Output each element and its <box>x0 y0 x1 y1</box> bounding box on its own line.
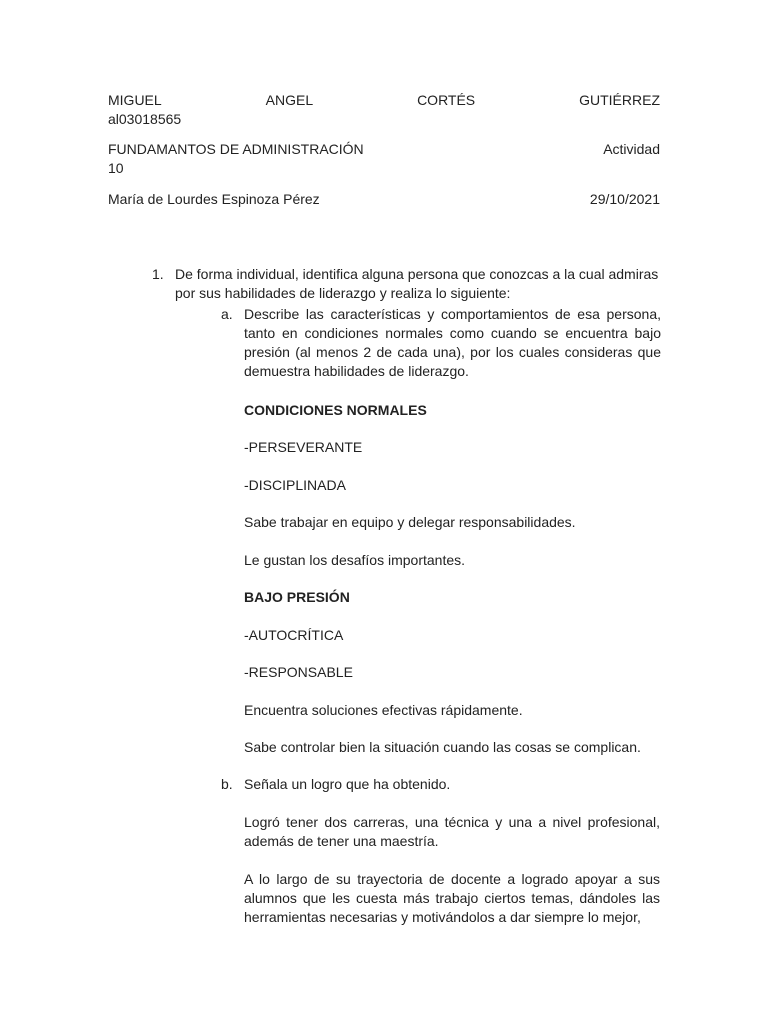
item-b-answer: Logró tener dos carreras, una técnica y una a nivel profesional, además de tener una maestría. <box>244 814 660 849</box>
student-header <box>108 91 660 129</box>
name-word: GUTIÉRREZ <box>579 92 660 108</box>
pressure-trait: Encuentra soluciones efectivas rápidamente. <box>244 702 523 718</box>
course-header <box>108 140 660 178</box>
student-id: al03018565 <box>108 111 182 127</box>
item-b <box>221 775 661 794</box>
item-b-answer: A lo largo de su trayectoria de docente a logrado apoyar a sus alumnos que les cuesta más trabajo ciertos temas, dándoles las herramientas necesarias y motivándolos a dar siempre lo mejor, <box>244 871 660 925</box>
student-name <box>108 91 660 110</box>
question-number: 1. <box>152 266 164 282</box>
pressure-trait: Sabe controlar bien la situación cuando las cosas se complican. <box>244 739 641 755</box>
activity-word: Actividad <box>603 141 660 157</box>
item-a-text: Describe las características y comportamientos de esa persona, tanto en condiciones normales como cuando se encuentra bajo presión (al menos 2 de cada una), por los cuales consideras que demuestra habilidades de liderazgo. <box>244 306 661 379</box>
normal-conditions-heading: CONDICIONES NORMALES <box>244 402 427 418</box>
pressure-heading: BAJO PRESIÓN <box>244 589 350 605</box>
pressure-trait: -RESPONSABLE <box>244 664 353 680</box>
course-name: FUNDAMANTOS DE ADMINISTRACIÓN <box>108 141 364 157</box>
item-a <box>221 305 661 381</box>
name-word: ANGEL <box>265 92 314 108</box>
normal-trait: Le gustan los desafíos importantes. <box>244 552 466 568</box>
item-b-label: b. <box>221 776 233 792</box>
normal-trait: -DISCIPLINADA <box>244 477 346 493</box>
item-a-label: a. <box>221 306 233 322</box>
normal-trait: -PERSEVERANTE <box>244 439 363 455</box>
question-1 <box>152 265 660 303</box>
teacher-date-row <box>108 190 660 209</box>
name-word: CORTÉS <box>417 92 476 108</box>
document-date: 29/10/2021 <box>589 191 660 207</box>
activity-number: 10 <box>108 160 124 176</box>
normal-trait: Sabe trabajar en equipo y delegar responsabilidades. <box>244 514 576 530</box>
name-word: MIGUEL <box>108 92 162 108</box>
pressure-trait: -AUTOCRÍTICA <box>244 627 344 643</box>
question-text: De forma individual, identifica alguna persona que conozcas a la cual admiras por sus habilidades de liderazgo y realiza lo siguiente: <box>175 266 659 301</box>
item-b-text: Señala un logro que ha obtenido. <box>244 776 451 792</box>
teacher-name: María de Lourdes Espinoza Pérez <box>108 191 320 207</box>
